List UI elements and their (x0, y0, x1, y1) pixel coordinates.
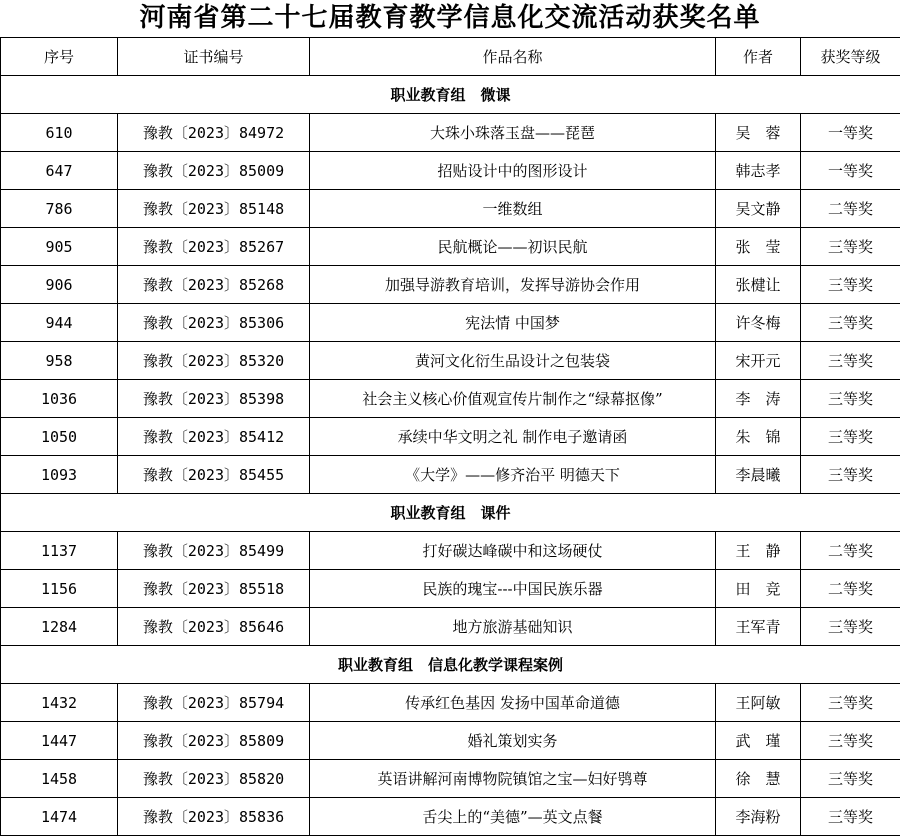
serial-cell: 1432 (1, 684, 118, 722)
table-row (1, 342, 900, 380)
group-title: 职业教育组 微课 (1, 76, 900, 114)
work-title-cell: 《大学》——修齐治平 明德天下 (310, 456, 716, 494)
award-level-cell: 三等奖 (801, 380, 900, 418)
award-level-cell: 二等奖 (801, 570, 900, 608)
author-cell: 田 竞 (716, 570, 801, 608)
certificate-cell: 豫教〔2023〕85268 (118, 266, 310, 304)
work-title-cell: 黄河文化衍生品设计之包装袋 (310, 342, 716, 380)
serial-cell: 1458 (1, 760, 118, 798)
certificate-cell: 豫教〔2023〕85518 (118, 570, 310, 608)
work-title-cell: 一维数组 (310, 190, 716, 228)
table-row (1, 304, 900, 342)
award-level-cell: 三等奖 (801, 722, 900, 760)
work-title-cell: 传承红色基因 发扬中国革命道德 (310, 684, 716, 722)
work-title-cell: 大珠小珠落玉盘——琵琶 (310, 114, 716, 152)
award-level-cell: 三等奖 (801, 608, 900, 646)
certificate-cell: 豫教〔2023〕84972 (118, 114, 310, 152)
serial-cell: 1284 (1, 608, 118, 646)
certificate-cell: 豫教〔2023〕85836 (118, 798, 310, 836)
serial-cell: 786 (1, 190, 118, 228)
table-row (1, 722, 900, 760)
author-cell: 李海粉 (716, 798, 801, 836)
author-cell: 张 莹 (716, 228, 801, 266)
author-cell: 王军青 (716, 608, 801, 646)
award-level-cell: 一等奖 (801, 114, 900, 152)
author-cell: 武 瑾 (716, 722, 801, 760)
table-row (1, 266, 900, 304)
table-row (1, 380, 900, 418)
author-cell: 吴 蓉 (716, 114, 801, 152)
award-level-cell: 三等奖 (801, 760, 900, 798)
table-row (1, 532, 900, 570)
certificate-cell: 豫教〔2023〕85455 (118, 456, 310, 494)
table-row (1, 190, 900, 228)
award-level-cell: 三等奖 (801, 342, 900, 380)
author-cell: 韩志孝 (716, 152, 801, 190)
serial-cell: 1137 (1, 532, 118, 570)
work-title-cell: 舌尖上的“美德”—英文点餐 (310, 798, 716, 836)
author-cell: 李晨曦 (716, 456, 801, 494)
certificate-cell: 豫教〔2023〕85809 (118, 722, 310, 760)
serial-cell: 958 (1, 342, 118, 380)
author-cell: 朱 锦 (716, 418, 801, 456)
certificate-cell: 豫教〔2023〕85306 (118, 304, 310, 342)
table-row (1, 798, 900, 836)
certificate-cell: 豫教〔2023〕85646 (118, 608, 310, 646)
award-level-cell: 二等奖 (801, 532, 900, 570)
header-award-level: 获奖等级 (801, 38, 900, 76)
table-row (1, 418, 900, 456)
award-level-cell: 三等奖 (801, 456, 900, 494)
header-certificate: 证书编号 (118, 38, 310, 76)
award-level-cell: 三等奖 (801, 418, 900, 456)
table-row (1, 114, 900, 152)
serial-cell: 1156 (1, 570, 118, 608)
work-title-cell: 宪法情 中国梦 (310, 304, 716, 342)
group-title: 职业教育组 课件 (1, 494, 900, 532)
header-work-title: 作品名称 (310, 38, 716, 76)
work-title-cell: 民族的瑰宝---中国民族乐器 (310, 570, 716, 608)
certificate-cell: 豫教〔2023〕85148 (118, 190, 310, 228)
author-cell: 李 涛 (716, 380, 801, 418)
author-cell: 张楗让 (716, 266, 801, 304)
work-title-cell: 加强导游教育培训，发挥导游协会作用 (310, 266, 716, 304)
group-title: 职业教育组 信息化教学课程案例 (1, 646, 900, 684)
page-title: 河南省第二十七届教育教学信息化交流活动获奖名单 (0, 0, 900, 37)
award-table (0, 37, 900, 836)
certificate-cell: 豫教〔2023〕85499 (118, 532, 310, 570)
serial-cell: 905 (1, 228, 118, 266)
award-level-cell: 一等奖 (801, 152, 900, 190)
table-row (1, 456, 900, 494)
award-level-cell: 三等奖 (801, 798, 900, 836)
author-cell: 王 静 (716, 532, 801, 570)
table-row (1, 760, 900, 798)
work-title-cell: 社会主义核心价值观宣传片制作之“绿幕抠像” (310, 380, 716, 418)
serial-cell: 1474 (1, 798, 118, 836)
serial-cell: 1036 (1, 380, 118, 418)
table-row (1, 570, 900, 608)
award-level-cell: 三等奖 (801, 304, 900, 342)
group-row (1, 494, 900, 532)
work-title-cell: 承续中华文明之礼 制作电子邀请函 (310, 418, 716, 456)
table-row (1, 684, 900, 722)
serial-cell: 944 (1, 304, 118, 342)
serial-cell: 610 (1, 114, 118, 152)
award-level-cell: 三等奖 (801, 684, 900, 722)
award-level-cell: 三等奖 (801, 266, 900, 304)
table-header-row (1, 38, 900, 76)
certificate-cell: 豫教〔2023〕85794 (118, 684, 310, 722)
group-row (1, 76, 900, 114)
work-title-cell: 招贴设计中的图形设计 (310, 152, 716, 190)
author-cell: 王阿敏 (716, 684, 801, 722)
award-level-cell: 三等奖 (801, 228, 900, 266)
certificate-cell: 豫教〔2023〕85820 (118, 760, 310, 798)
group-row (1, 646, 900, 684)
table-row (1, 608, 900, 646)
serial-cell: 1093 (1, 456, 118, 494)
certificate-cell: 豫教〔2023〕85398 (118, 380, 310, 418)
certificate-cell: 豫教〔2023〕85009 (118, 152, 310, 190)
certificate-cell: 豫教〔2023〕85320 (118, 342, 310, 380)
author-cell: 徐 慧 (716, 760, 801, 798)
work-title-cell: 英语讲解河南博物院镇馆之宝—妇好鸮尊 (310, 760, 716, 798)
table-row (1, 152, 900, 190)
serial-cell: 1447 (1, 722, 118, 760)
certificate-cell: 豫教〔2023〕85267 (118, 228, 310, 266)
work-title-cell: 民航概论——初识民航 (310, 228, 716, 266)
work-title-cell: 打好碳达峰碳中和这场硬仗 (310, 532, 716, 570)
author-cell: 许冬梅 (716, 304, 801, 342)
author-cell: 吴文静 (716, 190, 801, 228)
award-level-cell: 二等奖 (801, 190, 900, 228)
work-title-cell: 婚礼策划实务 (310, 722, 716, 760)
work-title-cell: 地方旅游基础知识 (310, 608, 716, 646)
serial-cell: 647 (1, 152, 118, 190)
author-cell: 宋开元 (716, 342, 801, 380)
serial-cell: 1050 (1, 418, 118, 456)
header-author: 作者 (716, 38, 801, 76)
certificate-cell: 豫教〔2023〕85412 (118, 418, 310, 456)
header-serial: 序号 (1, 38, 118, 76)
table-row (1, 228, 900, 266)
serial-cell: 906 (1, 266, 118, 304)
